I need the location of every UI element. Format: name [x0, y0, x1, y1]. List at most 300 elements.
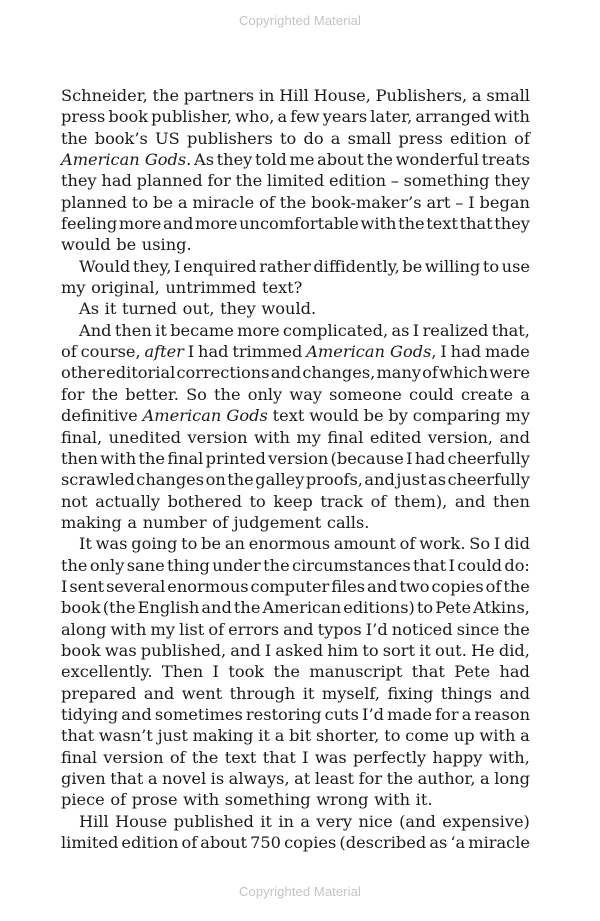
- text-line: [61, 597, 530, 618]
- word: and: [270, 363, 302, 383]
- word: course,: [80, 342, 141, 362]
- text-line: [61, 341, 530, 362]
- word: years: [322, 107, 368, 127]
- word: always,: [228, 769, 290, 788]
- word: work.: [419, 534, 466, 554]
- word: Hill: [79, 811, 109, 831]
- word: and: [201, 598, 232, 618]
- word: along: [61, 619, 107, 639]
- copyright-watermark-top: Copyrighted Material: [239, 13, 361, 28]
- word: proofs,: [305, 470, 363, 490]
- word: (described: [339, 833, 427, 853]
- word: and: [162, 214, 194, 234]
- word: and: [121, 704, 152, 724]
- text-line: [61, 533, 530, 554]
- word: thing: [167, 555, 210, 575]
- word: not: [61, 491, 88, 511]
- word: I: [174, 256, 181, 276]
- text-line: [61, 427, 530, 448]
- word: went: [181, 683, 223, 703]
- text-line: [61, 491, 530, 512]
- word: unedited: [108, 427, 182, 447]
- word: I: [493, 534, 501, 554]
- word: text: [224, 747, 257, 767]
- word: errors: [228, 619, 280, 639]
- word: in: [258, 86, 275, 105]
- text-line: [61, 725, 530, 746]
- word: I’d: [362, 704, 384, 724]
- word: someone: [329, 384, 402, 404]
- word: as: [391, 320, 410, 340]
- word: least: [314, 769, 355, 788]
- word: edited: [369, 427, 422, 447]
- word: I: [412, 320, 420, 340]
- word: shorter,: [316, 726, 380, 746]
- word: him: [327, 640, 359, 660]
- word: House: [115, 811, 168, 831]
- word: just: [396, 470, 427, 490]
- word: the: [503, 576, 530, 596]
- text-line: [61, 576, 530, 597]
- word: of: [514, 128, 530, 148]
- word: –: [455, 192, 464, 212]
- word: galley: [255, 470, 305, 490]
- word: (the: [102, 598, 136, 618]
- word: American: [262, 598, 342, 618]
- word: had: [414, 448, 446, 468]
- word: I’d: [365, 619, 388, 639]
- text-line: [61, 128, 530, 149]
- word: of: [169, 747, 186, 767]
- word: they: [216, 150, 253, 170]
- word: the: [273, 662, 301, 682]
- word: it: [258, 726, 270, 746]
- word: So: [186, 384, 207, 404]
- word: the: [91, 384, 119, 404]
- word: final: [61, 747, 98, 767]
- word: be: [201, 534, 222, 554]
- word: ‘a: [450, 833, 466, 853]
- word: complicated,: [282, 320, 389, 340]
- word: for: [435, 704, 459, 724]
- word: and: [283, 619, 314, 639]
- word: two: [399, 576, 430, 596]
- word: As: [194, 150, 214, 170]
- word: realized: [422, 320, 489, 340]
- word: for: [207, 171, 231, 191]
- word: wonderful: [395, 150, 479, 170]
- word: a: [520, 384, 530, 404]
- word: corrections: [176, 363, 270, 383]
- word: with: [254, 427, 290, 447]
- word: limited: [266, 171, 325, 191]
- text-line: [61, 832, 530, 853]
- word: manuscript: [309, 662, 403, 682]
- word: it: [302, 683, 315, 703]
- word: list: [179, 619, 205, 639]
- word: bothered: [167, 491, 242, 511]
- word: uncomfortable: [239, 214, 359, 234]
- word: fixing: [387, 683, 434, 703]
- word: American Gods,: [306, 342, 437, 362]
- word: a: [461, 704, 472, 724]
- word: with: [100, 448, 137, 468]
- word: many: [376, 363, 422, 383]
- word: book: [108, 107, 149, 127]
- word: prepared: [61, 683, 137, 703]
- word: editorial: [106, 363, 176, 383]
- text-line: As it turned out, they would.: [79, 299, 317, 319]
- word: I: [448, 555, 455, 575]
- text-line: [61, 811, 530, 832]
- word: out.: [435, 640, 467, 660]
- word: my: [296, 427, 321, 447]
- word: it: [419, 640, 431, 660]
- word: author,: [417, 769, 476, 788]
- word: a: [277, 107, 288, 127]
- word: for: [61, 384, 85, 404]
- word: I: [61, 576, 68, 596]
- word: going: [131, 534, 178, 554]
- word: a: [520, 726, 530, 746]
- word: they: [494, 171, 530, 191]
- word: Publishers,: [375, 86, 468, 105]
- word: had: [450, 342, 482, 362]
- word: had: [499, 662, 530, 682]
- word: noticed: [391, 619, 453, 639]
- word: publishers: [186, 128, 273, 148]
- word: of: [61, 342, 77, 362]
- word: more: [237, 320, 280, 340]
- word: circumstances: [292, 555, 411, 575]
- word: So: [469, 534, 491, 554]
- word: were: [489, 363, 530, 383]
- word: made: [484, 342, 530, 362]
- word: with: [493, 107, 530, 127]
- word: to: [131, 192, 149, 212]
- word: Then: [161, 662, 204, 682]
- word: of: [485, 576, 502, 596]
- text-line: [61, 106, 530, 127]
- word: was: [104, 640, 137, 660]
- text-line: [61, 170, 530, 191]
- word: –: [390, 171, 399, 191]
- word: things: [440, 683, 493, 703]
- text-line: [61, 149, 530, 170]
- word: other: [61, 363, 105, 383]
- word: use: [501, 256, 530, 276]
- word: that: [459, 214, 493, 234]
- word: of: [370, 491, 387, 511]
- word: with: [110, 619, 147, 639]
- word: (because: [330, 448, 404, 468]
- text-line: [61, 85, 530, 106]
- word: changes,: [302, 363, 376, 383]
- word: published,: [140, 640, 227, 660]
- text-line: making a number of judgement calls.: [61, 512, 370, 532]
- word: small: [486, 86, 530, 105]
- word: final: [167, 448, 204, 468]
- word: the: [263, 555, 290, 575]
- word: Would: [79, 256, 131, 276]
- word: tidying: [61, 704, 119, 724]
- text-line: [61, 661, 530, 682]
- word: bit: [289, 726, 312, 746]
- word: final: [327, 427, 364, 447]
- word: of: [399, 534, 416, 554]
- book-page-text: [61, 85, 530, 853]
- word: the: [214, 384, 241, 404]
- word: that: [411, 662, 445, 682]
- word: and: [454, 491, 486, 511]
- text-line: [61, 469, 530, 490]
- word: keep: [273, 491, 313, 511]
- word: a: [274, 726, 285, 746]
- word: a: [330, 128, 341, 148]
- word: that: [61, 726, 95, 746]
- word: that,: [491, 320, 530, 340]
- word: version: [187, 427, 248, 447]
- word: small: [347, 128, 392, 148]
- word: reason: [474, 704, 530, 724]
- word: and: [499, 683, 530, 703]
- word: press: [61, 107, 106, 127]
- word: they,: [132, 256, 172, 276]
- word: copies: [431, 576, 484, 596]
- word: the: [191, 747, 219, 767]
- word: myself,: [321, 683, 380, 703]
- word: few: [290, 107, 320, 127]
- word: limited: [61, 833, 119, 853]
- word: my: [150, 619, 175, 639]
- word: made: [387, 704, 433, 724]
- word: American Gods.: [61, 150, 192, 170]
- word: (and: [399, 811, 436, 831]
- word: edition: [121, 833, 179, 853]
- word: them),: [394, 491, 448, 511]
- word: I: [212, 662, 219, 682]
- word: publisher,: [151, 107, 233, 127]
- word: planned: [136, 171, 203, 191]
- word: book: [61, 598, 101, 618]
- text-line: [61, 384, 530, 405]
- word: had: [198, 342, 229, 362]
- word: be: [363, 406, 384, 426]
- word: arranged: [415, 107, 491, 127]
- word: typos: [317, 619, 362, 639]
- word: cheerfully: [447, 448, 530, 468]
- word: comparing: [412, 406, 501, 426]
- text-line: [61, 213, 530, 234]
- word: do: [303, 128, 324, 148]
- word: a: [300, 811, 311, 831]
- word: making: [192, 726, 254, 746]
- word: my: [505, 406, 530, 426]
- word: American Gods: [142, 406, 268, 426]
- word: about: [317, 150, 364, 170]
- word: could: [409, 384, 454, 404]
- text-line: [61, 362, 530, 383]
- word: edition: [329, 171, 386, 191]
- word: amount: [333, 534, 396, 554]
- word: Schneider,: [61, 86, 148, 105]
- word: treats: [481, 150, 530, 170]
- word: then: [61, 448, 98, 468]
- word: by: [388, 406, 408, 426]
- word: miracle: [468, 833, 530, 853]
- word: of: [259, 192, 275, 212]
- word: text: [426, 214, 458, 234]
- word: then: [492, 491, 530, 511]
- word: feeling: [61, 214, 118, 234]
- word: I: [468, 192, 475, 212]
- word: the: [227, 470, 254, 490]
- word: actually: [95, 491, 161, 511]
- word: Atkins,: [473, 598, 530, 618]
- word: the: [61, 128, 88, 148]
- word: told: [255, 150, 287, 170]
- word: more: [195, 214, 238, 234]
- word: be: [402, 256, 423, 276]
- word: that: [262, 747, 296, 767]
- word: they: [61, 171, 97, 191]
- word: House,: [313, 86, 371, 105]
- word: as: [429, 833, 448, 853]
- word: would: [309, 406, 359, 426]
- word: printed: [205, 448, 266, 468]
- word: and: [364, 470, 395, 490]
- word: miracle: [192, 192, 255, 212]
- text-line: [61, 192, 530, 213]
- word: was: [95, 534, 128, 554]
- word: several: [106, 576, 166, 596]
- text-line: [61, 619, 530, 640]
- word: had: [101, 171, 132, 191]
- word: excellently.: [61, 662, 153, 682]
- word: editions): [343, 598, 415, 618]
- word: of: [422, 363, 438, 383]
- word: enquired: [183, 256, 257, 276]
- word: to: [384, 726, 401, 746]
- word: the: [366, 150, 393, 170]
- word: is: [210, 769, 225, 788]
- word: about: [200, 833, 247, 853]
- text-line: [61, 256, 530, 277]
- word: English: [137, 598, 200, 618]
- word: changes: [136, 470, 205, 490]
- word: could: [457, 555, 502, 575]
- word: Hill: [279, 86, 309, 105]
- word: I: [187, 342, 195, 362]
- text-line: [61, 320, 530, 341]
- word: It: [79, 534, 92, 554]
- word: novel: [162, 769, 207, 788]
- word: of: [181, 833, 198, 853]
- word: of: [208, 619, 225, 639]
- word: enormous: [167, 576, 249, 596]
- word: it: [155, 320, 167, 340]
- word: to: [362, 640, 379, 660]
- word: files: [331, 576, 366, 596]
- word: did: [504, 534, 530, 554]
- word: that: [413, 555, 447, 575]
- word: it: [260, 811, 272, 831]
- word: that: [110, 769, 144, 788]
- word: track: [320, 491, 364, 511]
- word: expensive): [442, 811, 530, 831]
- word: which: [439, 363, 489, 383]
- word: the: [152, 86, 180, 105]
- text-line: would be using.: [61, 235, 192, 255]
- word: I: [302, 747, 309, 767]
- word: the: [398, 214, 425, 234]
- word: willing: [424, 256, 481, 276]
- word: create: [460, 384, 514, 404]
- word: enormous: [248, 534, 331, 554]
- word: a: [471, 86, 482, 105]
- word: with: [360, 214, 397, 234]
- word: press: [398, 128, 443, 148]
- word: copies: [284, 833, 337, 853]
- text-line: [61, 683, 530, 704]
- word: the: [503, 619, 530, 639]
- word: who,: [235, 107, 275, 127]
- text-line: [61, 405, 530, 426]
- word: 750: [250, 833, 281, 853]
- word: wasn’t: [98, 726, 153, 746]
- word: since: [456, 619, 500, 639]
- word: only: [89, 555, 125, 575]
- word: final,: [61, 427, 103, 447]
- text-line: [61, 640, 530, 661]
- word: more: [118, 214, 162, 234]
- word: I: [406, 448, 413, 468]
- text-line: [61, 704, 530, 725]
- word: published: [173, 811, 254, 831]
- text-line: my original, untrimmed text?: [61, 278, 303, 298]
- word: on: [205, 470, 226, 490]
- word: only: [247, 384, 283, 404]
- word: long: [494, 769, 530, 788]
- word: text: [272, 406, 305, 426]
- word: Pete: [435, 598, 472, 618]
- word: US: [155, 128, 180, 148]
- word: an: [224, 534, 245, 554]
- copyright-watermark-bottom: Copyrighted Material: [239, 884, 361, 899]
- word: sane: [126, 555, 165, 575]
- word: given: [61, 769, 106, 788]
- word: edition: [449, 128, 507, 148]
- word: way: [289, 384, 322, 404]
- word: the: [235, 171, 263, 191]
- word: definitive: [61, 406, 138, 426]
- word: partners: [183, 86, 255, 105]
- word: after: [144, 342, 184, 362]
- word: He: [470, 640, 495, 660]
- word: the: [233, 598, 261, 618]
- word: to: [482, 256, 500, 276]
- word: to: [280, 128, 297, 148]
- word: rather: [259, 256, 311, 276]
- word: art: [426, 192, 451, 212]
- word: Pete: [454, 662, 491, 682]
- word: did,: [498, 640, 530, 660]
- word: trimmed: [232, 342, 303, 362]
- word: version,: [427, 427, 494, 447]
- word: under: [212, 555, 261, 575]
- word: to: [416, 598, 434, 618]
- word: and: [499, 427, 530, 447]
